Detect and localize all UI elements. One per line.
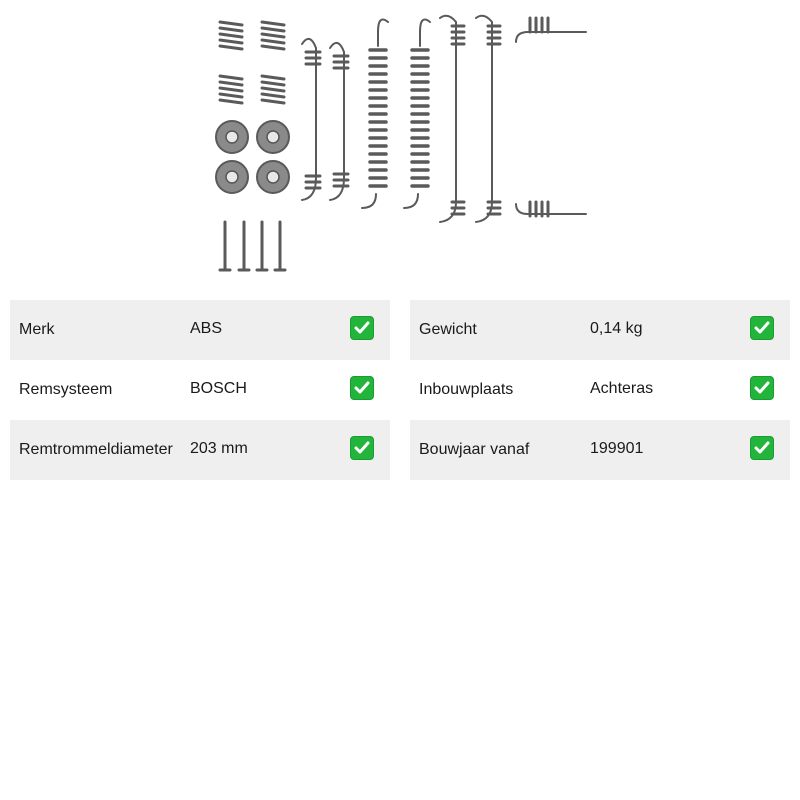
spec-row xyxy=(410,420,790,480)
spec-value: 199901 xyxy=(590,440,644,457)
spec-row xyxy=(410,360,790,420)
spec-row xyxy=(10,420,390,480)
product-image xyxy=(200,8,600,280)
spec-value: 0,14 kg xyxy=(590,320,643,337)
small-spring xyxy=(220,22,284,103)
check-mark-icon xyxy=(350,316,374,340)
long-spring xyxy=(440,16,492,222)
spec-label: Inbouwplaats xyxy=(419,381,514,398)
spec-row xyxy=(410,300,790,360)
spec-label: Bouwjaar vanaf xyxy=(419,441,530,458)
spec-value: ABS xyxy=(190,320,223,337)
check-mark-icon xyxy=(750,436,774,460)
specs-table-right xyxy=(410,300,790,480)
pin xyxy=(220,222,285,270)
washer xyxy=(216,121,289,193)
spec-row xyxy=(10,300,390,360)
spec-value: Achteras xyxy=(590,380,654,397)
check-mark-icon xyxy=(750,316,774,340)
spec-value: BOSCH xyxy=(190,380,247,397)
check-mark-icon xyxy=(750,376,774,400)
spec-label: Remsysteem xyxy=(19,381,113,398)
spec-label: Gewicht xyxy=(419,321,477,338)
check-mark-icon xyxy=(350,376,374,400)
spec-row xyxy=(10,360,390,420)
spec-value: 203 mm xyxy=(190,440,248,457)
check-mark-icon xyxy=(350,436,374,460)
spec-label: Merk xyxy=(19,321,55,338)
spec-label: Remtrommeldiameter xyxy=(19,441,173,458)
specs-table-left xyxy=(10,300,390,480)
side-spring xyxy=(516,32,586,214)
